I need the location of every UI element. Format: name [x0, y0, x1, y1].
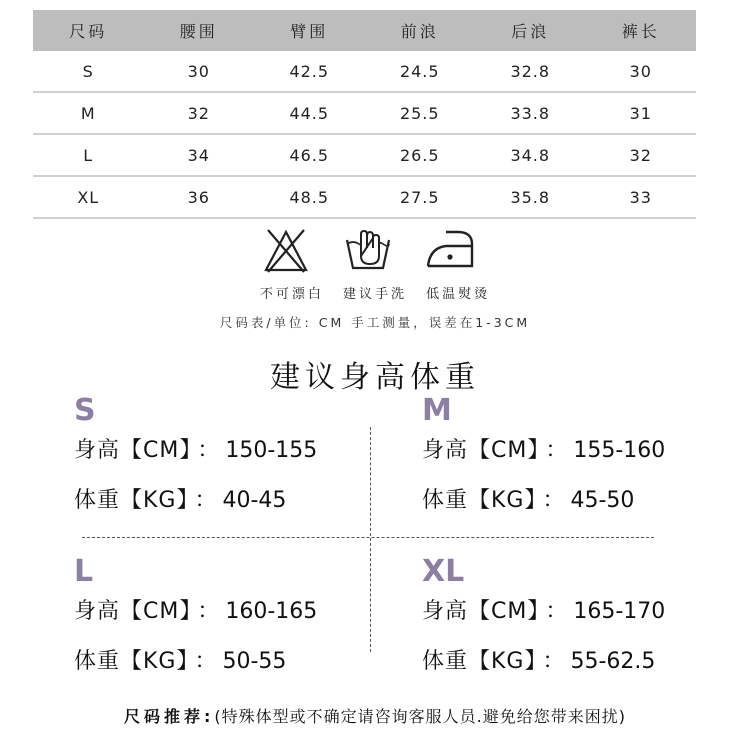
table-cell: 27.5 — [365, 176, 476, 218]
table-row — [33, 51, 696, 92]
separator: ： — [545, 438, 568, 463]
header-cell: 腰围 — [144, 10, 255, 51]
height-row — [422, 433, 750, 483]
table-cell: 46.5 — [254, 134, 365, 176]
weight-row — [422, 644, 750, 694]
no-bleach-icon — [262, 226, 310, 274]
table-cell: XL — [33, 176, 144, 218]
table-cell: 34.8 — [475, 134, 586, 176]
recommend-title: 建议身高体重 — [270, 360, 480, 395]
horizontal-divider — [82, 537, 654, 538]
table-cell: M — [33, 92, 144, 134]
table-cell: 48.5 — [254, 176, 365, 218]
size-letter: XL — [422, 554, 465, 589]
table-cell: 44.5 — [254, 92, 365, 134]
weight-row — [74, 483, 414, 533]
separator: ： — [542, 488, 565, 513]
separator: ： — [545, 599, 568, 624]
height-label: 身高【CM】 — [74, 438, 192, 463]
height-label: 身高【CM】 — [422, 599, 540, 624]
table-row — [33, 92, 696, 134]
care-icons — [0, 226, 750, 278]
height-value: 150-155 — [225, 438, 318, 463]
header-cell: 裤长 — [586, 10, 697, 51]
height-label: 身高【CM】 — [74, 599, 192, 624]
separator: ： — [197, 438, 220, 463]
table-cell: 30 — [144, 51, 255, 92]
size-card-s — [74, 393, 414, 533]
table-row — [33, 134, 696, 176]
separator: ： — [194, 649, 217, 674]
table-cell: S — [33, 51, 144, 92]
size-table-header — [33, 10, 696, 51]
table-cell: 24.5 — [365, 51, 476, 92]
weight-row — [422, 483, 750, 533]
separator: ： — [197, 599, 220, 624]
header-cell: 前浪 — [365, 10, 476, 51]
table-row — [33, 176, 696, 218]
table-cell: 34 — [144, 134, 255, 176]
height-value: 155-160 — [573, 438, 666, 463]
footer-detail: (特殊体型或不确定请咨询客服人员.避免给您带来困扰) — [214, 707, 626, 726]
weight-value: 50-55 — [222, 649, 287, 674]
header-cell: 后浪 — [475, 10, 586, 51]
hand-wash-icon — [343, 226, 393, 274]
care-label-no-bleach: 不可漂白 — [259, 287, 324, 302]
care-label-low-iron: 低温熨烫 — [426, 287, 491, 302]
weight-value: 55-62.5 — [570, 649, 656, 674]
height-row — [74, 594, 414, 644]
table-cell: 36 — [144, 176, 255, 218]
table-cell: 30 — [586, 51, 697, 92]
table-cell: 32.8 — [475, 51, 586, 92]
weight-value: 40-45 — [222, 488, 287, 513]
weight-label: 体重【KG】 — [74, 488, 189, 513]
size-table — [33, 10, 696, 219]
height-value: 160-165 — [225, 599, 318, 624]
table-cell: 32 — [144, 92, 255, 134]
unit-note: 尺码表/单位: CM 手工测量，误差在1-3CM — [219, 315, 531, 330]
weight-label: 体重【KG】 — [422, 488, 537, 513]
low-iron-icon — [424, 226, 476, 274]
size-letter: L — [74, 554, 94, 589]
size-letter: M — [422, 393, 452, 428]
header-cell: 尺码 — [33, 10, 144, 51]
weight-row — [74, 644, 414, 694]
height-row — [74, 433, 414, 483]
separator: ： — [194, 488, 217, 513]
table-cell: 26.5 — [365, 134, 476, 176]
table-cell: 42.5 — [254, 51, 365, 92]
separator: ： — [542, 649, 565, 674]
table-cell: 35.8 — [475, 176, 586, 218]
table-cell: 25.5 — [365, 92, 476, 134]
care-label-hand-wash: 建议手洗 — [342, 287, 407, 302]
table-cell: 31 — [586, 92, 697, 134]
height-value: 165-170 — [573, 599, 666, 624]
footer-heading: 尺码推荐: — [124, 707, 215, 726]
care-labels — [0, 283, 750, 302]
weight-label: 体重【KG】 — [422, 649, 537, 674]
size-letter: S — [74, 393, 96, 428]
table-cell: 33.8 — [475, 92, 586, 134]
size-card-l — [74, 554, 414, 694]
table-cell: L — [33, 134, 144, 176]
size-card-xl — [422, 554, 750, 694]
footer-note — [0, 704, 750, 727]
weight-label: 体重【KG】 — [74, 649, 189, 674]
table-cell: 33 — [586, 176, 697, 218]
weight-value: 45-50 — [570, 488, 635, 513]
size-card-m — [422, 393, 750, 533]
height-row — [422, 594, 750, 644]
height-label: 身高【CM】 — [422, 438, 540, 463]
header-cell: 臂围 — [254, 10, 365, 51]
table-cell: 32 — [586, 134, 697, 176]
